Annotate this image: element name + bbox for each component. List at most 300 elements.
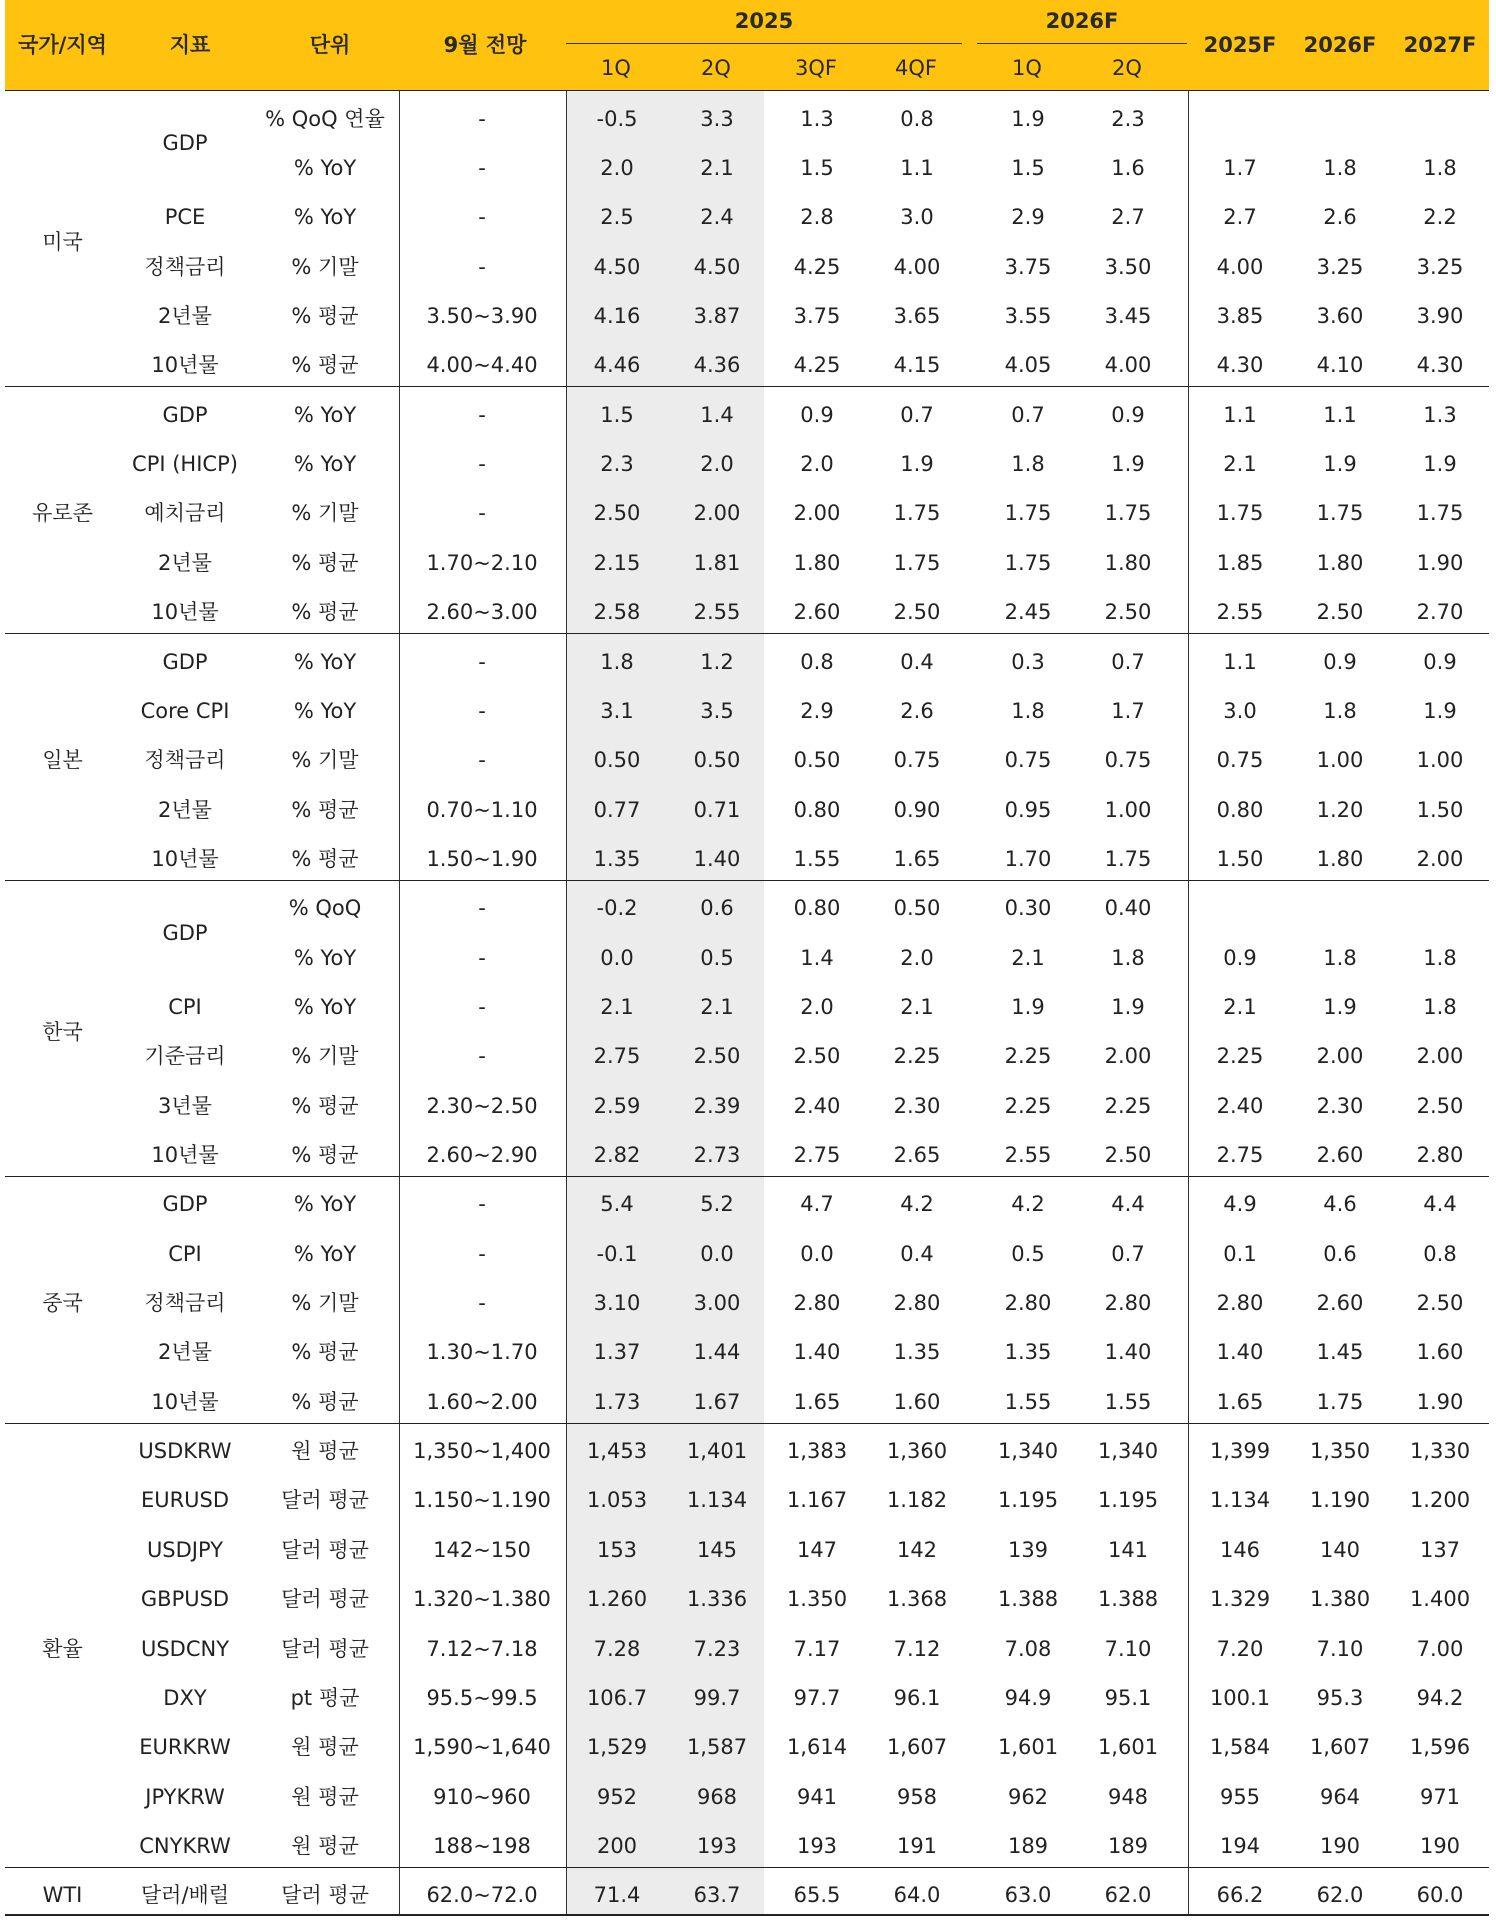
annual-value: 1.90 bbox=[1416, 550, 1464, 575]
outlook-value: 1,350~1,400 bbox=[413, 1439, 551, 1464]
quarter-value: 2.5 bbox=[600, 205, 634, 230]
quarter-value: 1.9 bbox=[900, 452, 934, 477]
indicator-label: 정책금리 bbox=[144, 748, 226, 773]
annual-value: 2.1 bbox=[1223, 994, 1257, 1019]
indicator-label: 2년물 bbox=[158, 550, 212, 575]
quarter-value: 4.00 bbox=[1104, 353, 1152, 378]
quarter-value: 2.0 bbox=[700, 452, 734, 477]
quarter-value: 1.195 bbox=[997, 1488, 1059, 1513]
annual-value: 1.9 bbox=[1423, 698, 1457, 723]
indicator-label: CNYKRW bbox=[139, 1833, 231, 1858]
annual-value: 4.9 bbox=[1223, 1192, 1257, 1217]
quarter-value: 2.25 bbox=[1104, 1093, 1152, 1118]
quarter-value: 2.60 bbox=[793, 600, 841, 625]
annual-value: 1.8 bbox=[1323, 698, 1357, 723]
quarter-value: 2.82 bbox=[593, 1143, 641, 1168]
quarter-value: 1.8 bbox=[1011, 698, 1045, 723]
outlook-value: - bbox=[478, 896, 486, 921]
quarter-value: 2.25 bbox=[893, 1044, 941, 1069]
quarter-value: 142 bbox=[896, 1537, 938, 1562]
annual-value: 3.25 bbox=[1316, 254, 1364, 279]
quarter-value: 1.336 bbox=[686, 1587, 748, 1612]
section-divider-china bbox=[5, 1423, 1489, 1424]
region-label: 환율 bbox=[42, 1636, 83, 1661]
indicator-label: 2년물 bbox=[158, 304, 212, 329]
quarter-value: 3.5 bbox=[700, 698, 734, 723]
quarter-value: 0.95 bbox=[1004, 797, 1052, 822]
outlook-value: 0.70~1.10 bbox=[426, 797, 538, 822]
header-bottom-border bbox=[5, 90, 1489, 91]
annual-value: 2.70 bbox=[1416, 600, 1464, 625]
outlook-value: - bbox=[478, 1192, 486, 1217]
annual-value: 1.40 bbox=[1216, 1340, 1264, 1365]
unit-label: % YoY bbox=[293, 205, 357, 230]
indicator-label: 예치금리 bbox=[144, 501, 226, 526]
annual-value: 1,330 bbox=[1409, 1439, 1471, 1464]
annual-value: 4.6 bbox=[1323, 1192, 1357, 1217]
quarter-value: 3.55 bbox=[1004, 304, 1052, 329]
indicator-label: PCE bbox=[164, 205, 206, 230]
unit-label: % 기말 bbox=[291, 254, 359, 279]
annual-value: 100.1 bbox=[1209, 1685, 1271, 1710]
indicator-label: 정책금리 bbox=[144, 1291, 226, 1316]
unit-label: % YoY bbox=[293, 649, 357, 674]
annual-value: 1.1 bbox=[1323, 402, 1357, 427]
quarter-value: 2.0 bbox=[600, 156, 634, 181]
outlook-value: - bbox=[478, 1291, 486, 1316]
quarter-value: 1.1 bbox=[900, 156, 934, 181]
annual-value: 1.9 bbox=[1423, 452, 1457, 477]
quarter-value: 0.80 bbox=[793, 896, 841, 921]
quarter-value: 2.30 bbox=[893, 1093, 941, 1118]
outlook-value: - bbox=[478, 1044, 486, 1069]
quarter-value: 1.75 bbox=[1004, 550, 1052, 575]
quarter-value: 1.9 bbox=[1111, 994, 1145, 1019]
quarter-value: 0.80 bbox=[793, 797, 841, 822]
annual-value: 0.9 bbox=[1223, 945, 1257, 970]
outlook-value: 1.30~1.70 bbox=[426, 1340, 538, 1365]
quarter-value: 2.50 bbox=[1104, 1143, 1152, 1168]
section-divider-eurozone bbox=[5, 633, 1489, 634]
quarter-value: 2.80 bbox=[893, 1291, 941, 1316]
annual-value: 4.00 bbox=[1216, 254, 1264, 279]
unit-label: 원 평균 bbox=[291, 1439, 359, 1464]
quarter-value: 1.75 bbox=[893, 550, 941, 575]
unit-label: % 평균 bbox=[291, 353, 359, 378]
quarter-value: 0.7 bbox=[1011, 402, 1045, 427]
quarter-value: 1.44 bbox=[693, 1340, 741, 1365]
quarter-value: 1.167 bbox=[786, 1488, 848, 1513]
annual-value: 0.1 bbox=[1223, 1241, 1257, 1266]
annual-value: 0.8 bbox=[1423, 1241, 1457, 1266]
header-2025-q2: 2Q bbox=[701, 56, 731, 80]
outlook-value: 1.150~1.190 bbox=[413, 1488, 551, 1513]
quarter-value: 3.75 bbox=[1004, 254, 1052, 279]
annual-value: 190 bbox=[1419, 1833, 1461, 1858]
outlook-value: - bbox=[478, 156, 486, 181]
quarter-value: 0.9 bbox=[1111, 402, 1145, 427]
annual-value: 964 bbox=[1319, 1784, 1361, 1809]
quarter-value: 2.55 bbox=[1004, 1143, 1052, 1168]
quarter-value: 0.50 bbox=[593, 748, 641, 773]
annual-value: 2.75 bbox=[1216, 1143, 1264, 1168]
quarter-value: 1.388 bbox=[997, 1587, 1059, 1612]
quarter-value: 1,401 bbox=[686, 1439, 748, 1464]
annual-value: 1.20 bbox=[1316, 797, 1364, 822]
quarter-value: 2.6 bbox=[900, 698, 934, 723]
header-group-2025: 2025 bbox=[734, 9, 794, 33]
annual-value: 1.7 bbox=[1223, 156, 1257, 181]
table-header bbox=[5, 0, 1489, 90]
annual-value: 1.65 bbox=[1216, 1389, 1264, 1414]
indicator-label: CPI (HICP) bbox=[132, 452, 238, 477]
unit-label: 달러 평균 bbox=[281, 1883, 369, 1908]
annual-value: 2.40 bbox=[1216, 1093, 1264, 1118]
quarter-value: 4.46 bbox=[593, 353, 641, 378]
unit-label: % 평균 bbox=[291, 550, 359, 575]
quarter-value: 1.65 bbox=[793, 1389, 841, 1414]
annual-value: 4.10 bbox=[1316, 353, 1364, 378]
indicator-label: DXY bbox=[163, 1685, 207, 1710]
quarter-value: 4.36 bbox=[693, 353, 741, 378]
indicator-label: 2년물 bbox=[158, 797, 212, 822]
quarter-value: 2.1 bbox=[700, 994, 734, 1019]
annual-value: 7.00 bbox=[1416, 1636, 1464, 1661]
quarter-value: 3.75 bbox=[793, 304, 841, 329]
quarter-value: 1,340 bbox=[997, 1439, 1059, 1464]
quarter-value: 4.50 bbox=[693, 254, 741, 279]
quarter-value: 1.260 bbox=[586, 1587, 648, 1612]
quarter-value: 2.00 bbox=[793, 501, 841, 526]
region-label: 미국 bbox=[42, 230, 83, 255]
quarter-value: 64.0 bbox=[893, 1883, 941, 1908]
indicator-label: USDJPY bbox=[146, 1537, 224, 1562]
quarter-value: 1,587 bbox=[686, 1735, 748, 1760]
quarter-value: 2.1 bbox=[1011, 945, 1045, 970]
quarter-value: 2.40 bbox=[793, 1093, 841, 1118]
annual-value: 1.1 bbox=[1223, 402, 1257, 427]
annual-value: 60.0 bbox=[1416, 1883, 1464, 1908]
quarter-value: 1.80 bbox=[793, 550, 841, 575]
outlook-value: - bbox=[478, 254, 486, 279]
indicator-label: USDKRW bbox=[138, 1439, 232, 1464]
annual-value: 0.75 bbox=[1216, 748, 1264, 773]
indicator-label: EURUSD bbox=[140, 1488, 230, 1513]
unit-label: % YoY bbox=[293, 1192, 357, 1217]
annual-value: 2.50 bbox=[1416, 1291, 1464, 1316]
quarter-value: 1.60 bbox=[893, 1389, 941, 1414]
indicator-label: GDP bbox=[162, 649, 208, 674]
unit-label: % 평균 bbox=[291, 1093, 359, 1118]
quarter-value: 2.50 bbox=[593, 501, 641, 526]
quarter-value: 958 bbox=[896, 1784, 938, 1809]
annual-value: 1.75 bbox=[1216, 501, 1264, 526]
quarter-value: 2.15 bbox=[593, 550, 641, 575]
outlook-value: 1.60~2.00 bbox=[426, 1389, 538, 1414]
annual-value: 971 bbox=[1419, 1784, 1461, 1809]
unit-label: 달러 평균 bbox=[281, 1537, 369, 1562]
quarter-value: 189 bbox=[1107, 1833, 1149, 1858]
quarter-value: 3.10 bbox=[593, 1291, 641, 1316]
quarter-value: 4.7 bbox=[800, 1192, 834, 1217]
quarter-value: 7.10 bbox=[1104, 1636, 1152, 1661]
unit-label: % 평균 bbox=[291, 304, 359, 329]
annual-value: 1.80 bbox=[1316, 846, 1364, 871]
quarter-value: 2.58 bbox=[593, 600, 641, 625]
quarter-value: 3.87 bbox=[693, 304, 741, 329]
annual-value: 1,399 bbox=[1209, 1439, 1271, 1464]
quarter-value: 1.75 bbox=[1104, 846, 1152, 871]
quarter-value: 4.50 bbox=[593, 254, 641, 279]
quarter-value: 0.3 bbox=[1011, 649, 1045, 674]
annual-value: 2.2 bbox=[1423, 205, 1457, 230]
quarter-value: 1.40 bbox=[693, 846, 741, 871]
quarter-value: 2.80 bbox=[1104, 1291, 1152, 1316]
indicator-label: 2년물 bbox=[158, 1340, 212, 1365]
unit-label: % YoY bbox=[293, 698, 357, 723]
outlook-value: - bbox=[478, 1241, 486, 1266]
annual-value: 2.7 bbox=[1223, 205, 1257, 230]
quarter-value: 2.25 bbox=[1004, 1093, 1052, 1118]
quarter-value: 2.50 bbox=[793, 1044, 841, 1069]
annual-value: 2.50 bbox=[1416, 1093, 1464, 1118]
unit-label: % QoQ 연율 bbox=[265, 106, 385, 131]
annual-value: 1.190 bbox=[1309, 1488, 1371, 1513]
quarter-value: 2.65 bbox=[893, 1143, 941, 1168]
annual-value: 2.50 bbox=[1316, 600, 1364, 625]
indicator-label: GDP bbox=[162, 1192, 208, 1217]
annual-value: 2.30 bbox=[1316, 1093, 1364, 1118]
quarter-value: 2.3 bbox=[1111, 106, 1145, 131]
quarter-value: 0.0 bbox=[700, 1241, 734, 1266]
quarter-value: 1.9 bbox=[1011, 106, 1045, 131]
header-2026-q1: 1Q bbox=[1012, 56, 1042, 80]
header-indicator: 지표 bbox=[169, 33, 211, 57]
quarter-value: 106.7 bbox=[586, 1685, 648, 1710]
quarter-value: 7.17 bbox=[793, 1636, 841, 1661]
quarter-value: 95.1 bbox=[1104, 1685, 1152, 1710]
outlook-value: - bbox=[478, 748, 486, 773]
annual-value: 1.85 bbox=[1216, 550, 1264, 575]
quarter-value: 2.00 bbox=[1104, 1044, 1152, 1069]
quarter-value: 1.8 bbox=[1111, 945, 1145, 970]
quarter-value: 2.73 bbox=[693, 1143, 741, 1168]
indicator-label: GBPUSD bbox=[140, 1587, 230, 1612]
quarter-value: 3.1 bbox=[600, 698, 634, 723]
quarter-value: 1.8 bbox=[600, 649, 634, 674]
quarter-value: 4.4 bbox=[1111, 1192, 1145, 1217]
unit-label: % 평균 bbox=[291, 1143, 359, 1168]
quarter-value: 1.9 bbox=[1011, 994, 1045, 1019]
annual-value: 1.90 bbox=[1416, 1389, 1464, 1414]
quarter-value: 2.0 bbox=[900, 945, 934, 970]
annual-value: 2.80 bbox=[1416, 1143, 1464, 1168]
annual-value: 2.6 bbox=[1323, 205, 1357, 230]
unit-label: % YoY bbox=[293, 994, 357, 1019]
outlook-value: - bbox=[478, 501, 486, 526]
region-label: WTI bbox=[42, 1883, 83, 1908]
quarter-value: 0.7 bbox=[1111, 649, 1145, 674]
annual-value: 3.60 bbox=[1316, 304, 1364, 329]
outlook-value: 142~150 bbox=[433, 1537, 531, 1562]
header-annual-2027f: 2027F bbox=[1403, 33, 1477, 57]
quarter-value: 0.5 bbox=[1011, 1241, 1045, 1266]
quarter-value: 0.50 bbox=[693, 748, 741, 773]
quarter-value: 0.0 bbox=[800, 1241, 834, 1266]
quarter-value: 1,360 bbox=[886, 1439, 948, 1464]
header-sept-outlook: 9월 전망 bbox=[443, 33, 527, 57]
quarter-value: 1.73 bbox=[593, 1389, 641, 1414]
annual-value: 3.0 bbox=[1223, 698, 1257, 723]
quarter-value: 3.65 bbox=[893, 304, 941, 329]
quarter-value: 1.67 bbox=[693, 1389, 741, 1414]
unit-label: % YoY bbox=[293, 156, 357, 181]
annual-value: 1.134 bbox=[1209, 1488, 1271, 1513]
header-divider-2025 bbox=[566, 43, 962, 44]
outlook-value: - bbox=[478, 649, 486, 674]
annual-value: 7.10 bbox=[1316, 1636, 1364, 1661]
quarter-value: 1.5 bbox=[800, 156, 834, 181]
quarter-value: 200 bbox=[596, 1833, 638, 1858]
quarter-value: 1.40 bbox=[793, 1340, 841, 1365]
annual-value: 1.60 bbox=[1416, 1340, 1464, 1365]
outlook-value: 4.00~4.40 bbox=[426, 353, 538, 378]
outlook-value: - bbox=[478, 994, 486, 1019]
quarter-value: 1.182 bbox=[886, 1488, 948, 1513]
section-divider-korea bbox=[5, 1176, 1489, 1177]
quarter-value: 5.2 bbox=[700, 1192, 734, 1217]
quarter-value: 1.6 bbox=[1111, 156, 1145, 181]
indicator-label: CPI bbox=[168, 994, 202, 1019]
quarter-value: 2.75 bbox=[793, 1143, 841, 1168]
quarter-value: 94.9 bbox=[1004, 1685, 1052, 1710]
quarter-value: 1.75 bbox=[893, 501, 941, 526]
quarter-value: 3.45 bbox=[1104, 304, 1152, 329]
outlook-value: 2.60~3.00 bbox=[426, 600, 538, 625]
quarter-value: 2.50 bbox=[1104, 600, 1152, 625]
quarter-value: 2.50 bbox=[893, 600, 941, 625]
region-label: 유로존 bbox=[32, 501, 93, 526]
outlook-value: 910~960 bbox=[433, 1784, 531, 1809]
unit-label: % 기말 bbox=[291, 501, 359, 526]
indicator-label: Core CPI bbox=[140, 698, 230, 723]
quarter-value: 0.4 bbox=[900, 649, 934, 674]
annual-value: 95.3 bbox=[1316, 1685, 1364, 1710]
quarter-value: 2.59 bbox=[593, 1093, 641, 1118]
header-2025-q1: 1Q bbox=[601, 56, 631, 80]
quarter-value: 1.4 bbox=[700, 402, 734, 427]
quarter-value: 153 bbox=[596, 1537, 638, 1562]
quarter-value: 1.7 bbox=[1111, 698, 1145, 723]
unit-label: % 평균 bbox=[291, 1389, 359, 1414]
quarter-value: 4.16 bbox=[593, 304, 641, 329]
indicator-label: GDP bbox=[162, 920, 208, 945]
annual-value: 3.90 bbox=[1416, 304, 1464, 329]
outlook-value: 62.0~72.0 bbox=[426, 1883, 538, 1908]
annual-value: 1.1 bbox=[1223, 649, 1257, 674]
quarter-value: 1,601 bbox=[1097, 1735, 1159, 1760]
annual-value: 2.80 bbox=[1216, 1291, 1264, 1316]
quarter-value: 1,529 bbox=[586, 1735, 648, 1760]
quarter-value: 1.9 bbox=[1111, 452, 1145, 477]
annual-value: 1,596 bbox=[1409, 1735, 1471, 1760]
unit-label: % 기말 bbox=[291, 1044, 359, 1069]
quarter-value: 7.28 bbox=[593, 1636, 641, 1661]
quarter-value: 63.0 bbox=[1004, 1883, 1052, 1908]
quarter-value: 2.55 bbox=[693, 600, 741, 625]
annual-value: 0.6 bbox=[1323, 1241, 1357, 1266]
annual-value: 66.2 bbox=[1216, 1883, 1264, 1908]
quarter-value: 0.90 bbox=[893, 797, 941, 822]
quarter-value: 99.7 bbox=[693, 1685, 741, 1710]
quarter-value: 1.3 bbox=[800, 106, 834, 131]
outlook-value: 1.50~1.90 bbox=[426, 846, 538, 871]
quarter-value: 193 bbox=[696, 1833, 738, 1858]
header-unit: 단위 bbox=[309, 33, 351, 57]
outlook-value: - bbox=[478, 698, 486, 723]
quarter-value: 2.1 bbox=[900, 994, 934, 1019]
quarter-value: 2.1 bbox=[700, 156, 734, 181]
indicator-label: GDP bbox=[162, 402, 208, 427]
quarter-value: 2.39 bbox=[693, 1093, 741, 1118]
quarter-value: 0.75 bbox=[1104, 748, 1152, 773]
quarter-value: 7.08 bbox=[1004, 1636, 1052, 1661]
section-divider-fx bbox=[5, 1867, 1489, 1868]
annual-value: 1.8 bbox=[1423, 994, 1457, 1019]
quarter-value: 1.4 bbox=[800, 945, 834, 970]
annual-value: 1.8 bbox=[1423, 945, 1457, 970]
annual-value: 1.00 bbox=[1316, 748, 1364, 773]
section-divider-us bbox=[5, 386, 1489, 387]
quarter-value: 2.25 bbox=[1004, 1044, 1052, 1069]
annual-value: 1.400 bbox=[1409, 1587, 1471, 1612]
quarter-value: 97.7 bbox=[793, 1685, 841, 1710]
quarter-value: 0.50 bbox=[793, 748, 841, 773]
quarter-value: 4.00 bbox=[893, 254, 941, 279]
quarter-value: 191 bbox=[896, 1833, 938, 1858]
annual-value: 2.00 bbox=[1416, 1044, 1464, 1069]
quarter-value: 0.30 bbox=[1004, 896, 1052, 921]
outlook-value: 188~198 bbox=[433, 1833, 531, 1858]
quarter-value: 0.7 bbox=[900, 402, 934, 427]
indicator-label: 10년물 bbox=[151, 353, 219, 378]
annual-value: 2.00 bbox=[1416, 846, 1464, 871]
unit-label: % 평균 bbox=[291, 1340, 359, 1365]
outlook-value: - bbox=[478, 452, 486, 477]
quarter-value: 2.0 bbox=[800, 994, 834, 1019]
unit-label: % YoY bbox=[293, 945, 357, 970]
quarter-value: 1.80 bbox=[1104, 550, 1152, 575]
annual-value: 7.20 bbox=[1216, 1636, 1264, 1661]
annual-value: 62.0 bbox=[1316, 1883, 1364, 1908]
annual-value: 1.9 bbox=[1323, 994, 1357, 1019]
quarter-value: 189 bbox=[1007, 1833, 1049, 1858]
quarter-value: 1,340 bbox=[1097, 1439, 1159, 1464]
quarter-value: 4.15 bbox=[893, 353, 941, 378]
quarter-value: 0.77 bbox=[593, 797, 641, 822]
annual-value: 2.60 bbox=[1316, 1143, 1364, 1168]
annual-value: 146 bbox=[1219, 1537, 1261, 1562]
outlook-value: 1.320~1.380 bbox=[413, 1587, 551, 1612]
quarter-value: 952 bbox=[596, 1784, 638, 1809]
quarter-value: 1.350 bbox=[786, 1587, 848, 1612]
outlook-value: - bbox=[478, 106, 486, 131]
unit-label: 달러 평균 bbox=[281, 1587, 369, 1612]
quarter-value: 1.195 bbox=[1097, 1488, 1159, 1513]
quarter-value: 948 bbox=[1107, 1784, 1149, 1809]
outlook-value: 1.70~2.10 bbox=[426, 550, 538, 575]
header-2025-q3f: 3QF bbox=[795, 56, 837, 80]
